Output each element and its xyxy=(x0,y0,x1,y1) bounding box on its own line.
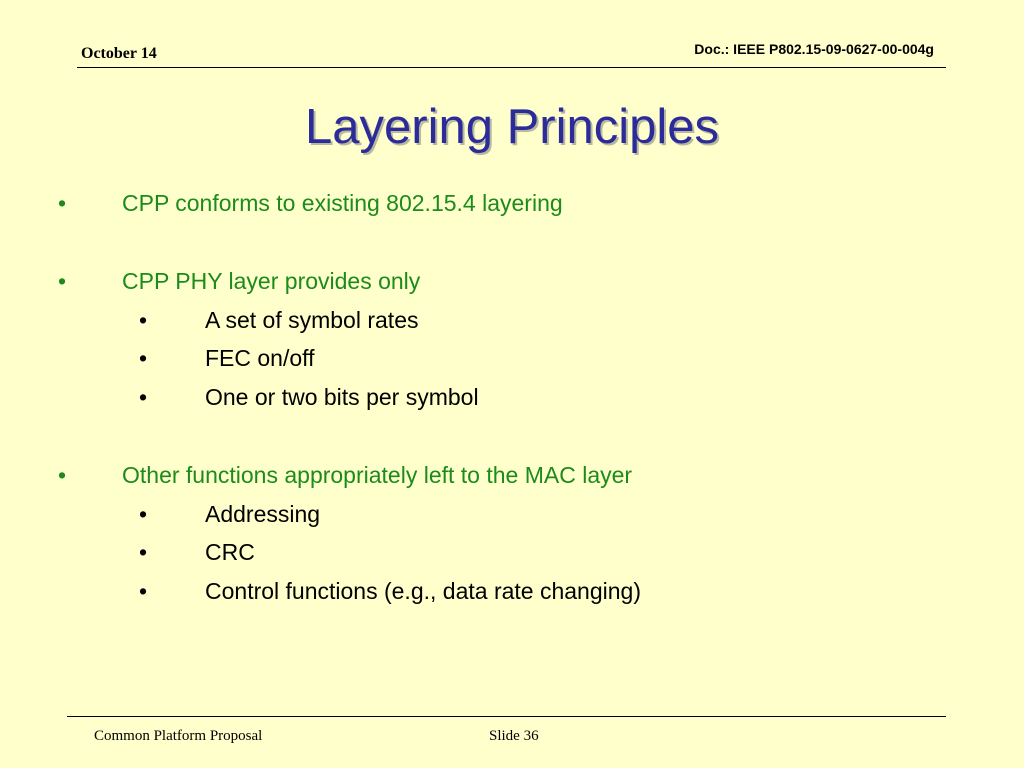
sub-bullet-marker: • xyxy=(139,578,148,604)
sub-bullet-marker: • xyxy=(139,345,148,371)
bullet-marker: • xyxy=(58,268,67,294)
header-doc-id: Doc.: IEEE P802.15-09-0627-00-004g xyxy=(694,41,934,57)
sub-bullet-text: CRC xyxy=(205,539,255,565)
header-date: October 14 xyxy=(81,45,157,62)
sub-bullet-text: FEC on/off xyxy=(205,345,315,371)
sub-bullet-marker: • xyxy=(139,307,148,333)
sub-bullet-text: A set of symbol rates xyxy=(205,307,419,333)
bullet-text: CPP conforms to existing 802.15.4 layering xyxy=(122,190,563,216)
sub-bullet-marker: • xyxy=(139,384,148,410)
slide-number: Slide 36 xyxy=(489,728,539,744)
sub-bullet-text: One or two bits per symbol xyxy=(205,384,479,410)
footer-title: Common Platform Proposal xyxy=(94,728,263,744)
bullet-text: CPP PHY layer provides only xyxy=(122,268,421,294)
bullet-marker: • xyxy=(58,462,67,488)
bullet-text: Other functions appropriately left to the MAC layer xyxy=(122,462,633,488)
footer-divider xyxy=(67,716,946,717)
sub-bullet-marker: • xyxy=(139,539,148,565)
header-divider xyxy=(77,67,946,68)
slide-title: Layering Principles xyxy=(305,100,719,154)
bullet-marker: • xyxy=(58,190,67,216)
sub-bullet-text: Addressing xyxy=(205,501,321,527)
sub-bullet-marker: • xyxy=(139,501,148,527)
sub-bullet-text: Control functions (e.g., data rate changing) xyxy=(205,578,641,604)
